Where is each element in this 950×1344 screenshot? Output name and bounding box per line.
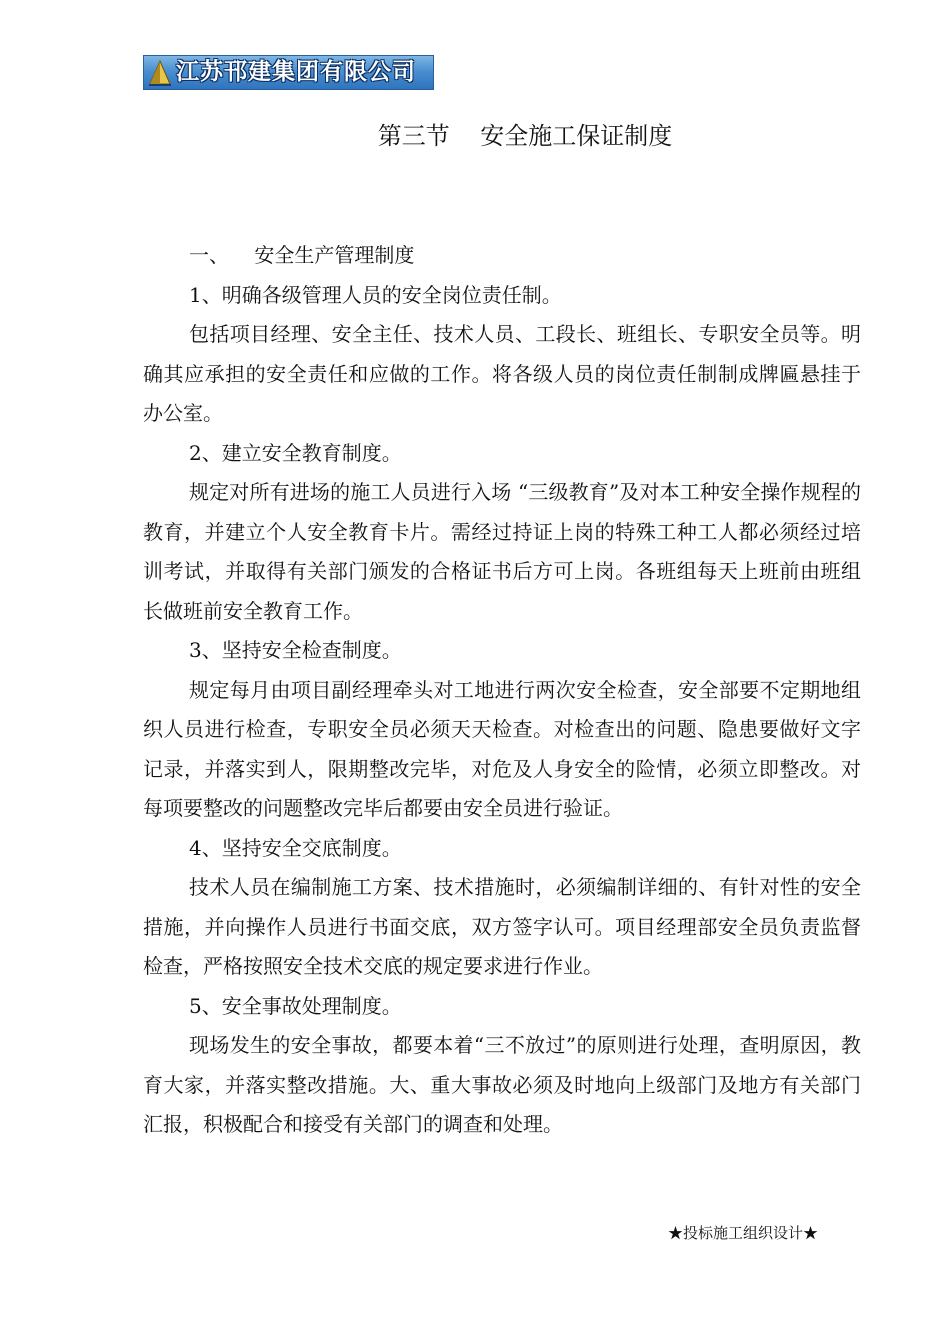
item-body-4: 技术人员在编制施工方案、技术措施时，必须编制详细的、有针对性的安全措施，并向操作人员进行书面交底，双方签字认可。项目经理部安全员负责监督检查，严格按照安全技术交底的规定要求进行作业。 (143, 875, 861, 978)
item-heading-3: 3、坚持安全检查制度。 (189, 638, 402, 662)
page-footer: ★投标施工组织设计★ (668, 1224, 819, 1242)
item-body-1: 包括项目经理、安全主任、技术人员、工段长、班组长、专职安全员等。明确其应承担的安全责任和应做的工作。将各级人员的岗位责任制制成牌匾悬挂于办公室。 (143, 322, 861, 425)
item-body-2: 规定对所有进场的施工人员进行入场 “三级教育”及对本工种安全操作规程的教育，并建立个人安全教育卡片。需经过持证上岗的特殊工种工人都必须经过培训考试，并取得有关部门颁发的合格证书后方可上岗。各班组每天上班前由班组长做班前安全教育工作。 (143, 480, 861, 623)
company-logo (143, 55, 434, 90)
sail-logo-icon (144, 56, 176, 89)
item-heading-4: 4、坚持安全交底制度。 (189, 835, 402, 860)
item-body-3: 规定每月由项目副经理牵头对工地进行两次安全检查，安全部要不定期地组织人员进行检查，专职安全员必须天天检查。对检查出的问题、隐患要做好文字记录，并落实到人，限期整改完毕，对危及人身安全的险情，必须立即整改。对每项要整改的问题整改完毕后都要由安全员进行验证。 (143, 677, 861, 820)
document-body (143, 236, 861, 1145)
item-heading-5: 5、安全事故处理制度。 (189, 993, 402, 1018)
section-heading: 一、 安全生产管理制度 (189, 243, 415, 267)
section-title: 第三节 安全施工保证制度 (377, 122, 673, 150)
item-body-5: 现场发生的安全事故，都要本着“三不放过”的原则进行处理，查明原因，教育大家，并落实整改措施。大、重大事故必须及时地向上级部门及地方有关部门汇报，积极配合和接受有关部门的调查和处理。 (143, 1033, 861, 1136)
company-name: 江苏邗建集团有限公司 (176, 59, 416, 85)
item-heading-1: 1、明确各级管理人员的安全岗位责任制。 (189, 282, 562, 307)
item-heading-2: 2、建立安全教育制度。 (189, 440, 402, 465)
